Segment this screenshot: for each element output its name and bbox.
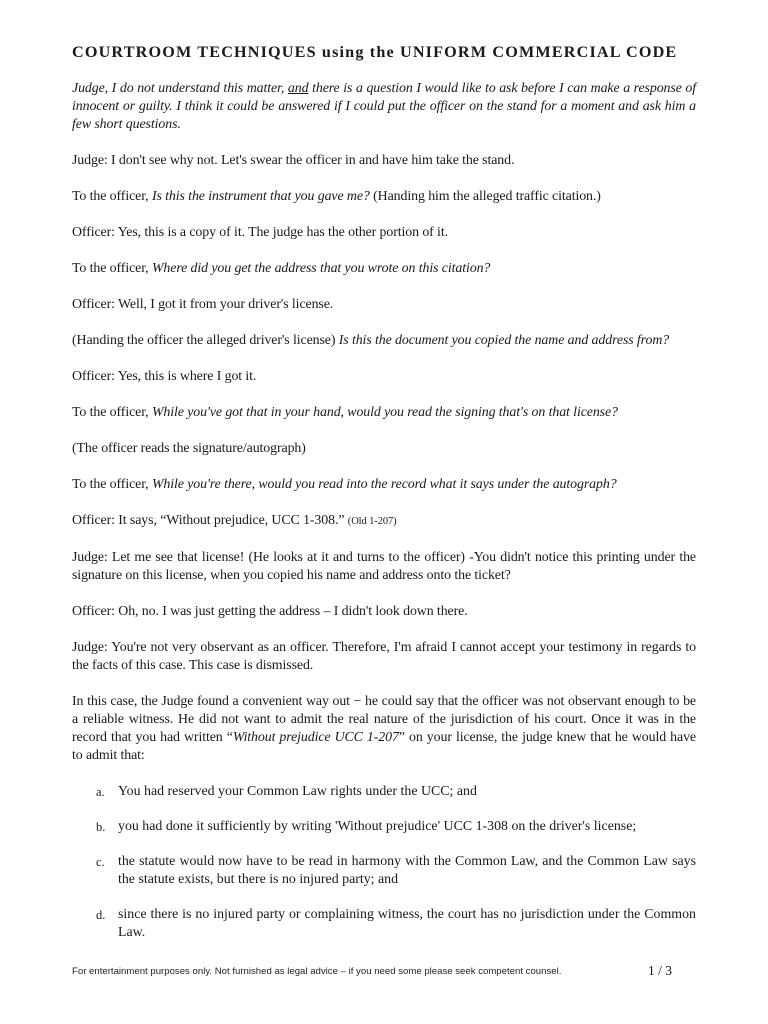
instrument-lead: To the officer, xyxy=(72,189,152,204)
analysis-quote: Without prejudice UCC 1-207 xyxy=(232,730,399,745)
paragraph-record-question xyxy=(72,476,696,494)
page-footer xyxy=(72,963,696,979)
instrument-question: Is this the instrument that you gave me? xyxy=(151,189,370,204)
list-marker: d. xyxy=(96,908,106,922)
list-marker: c. xyxy=(96,855,105,869)
paragraph-judge-dismissed: Judge: You're not very observant as an officer. Therefore, I'm afraid I cannot accept your testimony in regards to the facts of this case. This case is dismissed. xyxy=(72,640,696,673)
paragraph-judge-license: Judge: Let me see that license! (He looks at it and turns to the officer) -You didn't notice this printing under the signature on this license, when you copied his name and address onto the ticket? xyxy=(72,550,696,583)
list-item xyxy=(96,818,696,836)
license-question: Is this the document you copied the name and address from? xyxy=(338,333,670,348)
paragraph-signing-question xyxy=(72,404,696,422)
paragraph-request xyxy=(72,80,696,134)
address-lead: To the officer, xyxy=(72,261,152,276)
analysis-text-c: ” on your license, the judge knew that he would have to admit that: xyxy=(72,730,696,763)
list-marker: a. xyxy=(96,785,105,799)
disclaimer-note: For entertainment purposes only. Not furnished as legal advice – if you need some please seek competent counsel. xyxy=(72,966,562,977)
document-body xyxy=(72,42,696,959)
signing-lead: To the officer, xyxy=(72,405,152,420)
list-item-text: since there is no injured party or complaining witness, the court has no jurisdiction under the Common Law. xyxy=(118,907,696,940)
document-title: COURTROOM TECHNIQUES using the UNIFORM COMMERCIAL CODE xyxy=(72,43,678,61)
officer-ucc-text: Officer: It says, “Without prejudice, UCC 1-308.” xyxy=(72,513,348,528)
signing-question: While you've got that in your hand, would you read the signing that's on that license? xyxy=(151,405,618,420)
old-code-note: (Old 1-207) xyxy=(347,516,397,527)
paragraph-officer-no: Officer: Oh, no. I was just getting the address – I didn't look down there. xyxy=(72,604,468,619)
list-item-text: You had reserved your Common Law rights under the UCC; and xyxy=(118,784,477,799)
record-lead: To the officer, xyxy=(72,477,152,492)
list-marker: b. xyxy=(96,820,106,834)
address-question: Where did you get the address that you wrote on this citation? xyxy=(151,261,491,276)
request-text-c: there is a question I would like to ask before I can make a response of innocent or guilty. I think it could be answered if I could put the officer on the stand for a moment and ask him a few short questions. xyxy=(72,81,697,132)
paragraph-analysis xyxy=(72,693,696,765)
paragraph-officer-license: Officer: Well, I got it from your driver's license. xyxy=(72,297,334,312)
list-item-text: you had done it sufficiently by writing 'Without prejudice' UCC 1-308 on the driver's license; xyxy=(118,819,637,834)
paragraph-officer-copy: Officer: Yes, this is a copy of it. The judge has the other portion of it. xyxy=(72,225,448,240)
paragraph-license-question xyxy=(72,332,696,350)
paragraph-judge-swear: Judge: I don't see why not. Let's swear the officer in and have him take the stand. xyxy=(72,153,515,168)
request-underlined-and: and xyxy=(287,81,309,96)
instrument-aside: (Handing him the alleged traffic citation.) xyxy=(369,189,601,204)
list-item xyxy=(96,783,696,801)
request-text-a: Judge, I do not understand this matter, xyxy=(72,81,288,96)
page-number: 1 / 3 xyxy=(648,963,673,978)
paragraph-instrument-question xyxy=(72,188,696,206)
list-item xyxy=(96,853,696,889)
conclusion-list xyxy=(96,783,696,942)
paragraph-officer-reads: (The officer reads the signature/autograph) xyxy=(72,441,306,456)
record-question: While you're there, would you read into the record what it says under the autograph? xyxy=(151,477,617,492)
list-item-text: the statute would now have to be read in harmony with the Common Law, and the Common Law says the statute exists, but there is no injured party; and xyxy=(118,854,696,887)
license-lead: (Handing the officer the alleged driver's license) xyxy=(72,333,339,348)
paragraph-officer-got-it: Officer: Yes, this is where I got it. xyxy=(72,369,257,384)
analysis-text-a: In this case, the Judge found a convenient way out − he could say that the officer was not observant enough to be a reliable witness. He did not want to admit the real nature of the jurisdiction of his court. Once it was in the record that you had written “ xyxy=(72,694,696,745)
paragraph-officer-ucc xyxy=(72,512,696,531)
list-item xyxy=(96,906,696,942)
paragraph-address-question xyxy=(72,260,696,278)
